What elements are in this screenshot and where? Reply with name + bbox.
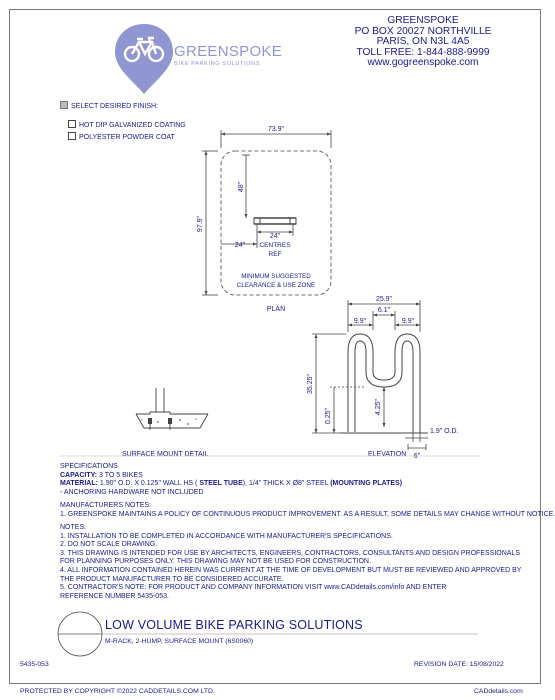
- elevation-right-width: 9.9": [401, 318, 415, 325]
- company-phone: TOLL FREE: 1-844-888-9999: [356, 46, 490, 58]
- reference-number: 5435-053: [20, 661, 49, 668]
- note-item: REFERENCE NUMBER 5435-053.: [60, 592, 169, 600]
- finish-heading: SELECT DESIRED FINISH:: [71, 103, 159, 110]
- spec-material-plates: (MOUNTING PLATES): [330, 480, 403, 488]
- company-website[interactable]: www.gogreenspoke.com: [367, 57, 479, 69]
- note-item: 4. ALL INFORMATION CONTAINED HEREIN WAS CURRENT AT THE TIME OF DEVELOPMENT BUT MUST BE REVIEWED AND APPROVED BY: [60, 566, 522, 574]
- drawing-title: LOW VOLUME BIKE PARKING SOLUTIONS: [105, 618, 363, 632]
- manufacturer-notes-heading: MANUFACTURERS NOTES:: [60, 502, 152, 509]
- plan-offset-dim: 48": [238, 181, 245, 193]
- spec-material: [60, 480, 402, 489]
- drawing-subtitle: M-RACK, 2-HUMP, SURFACE MOUNT (6S0060): [105, 638, 254, 645]
- elevation-mid-gap: 6.1": [377, 307, 391, 314]
- spec-heading: SPECIFICATIONS: [60, 463, 118, 470]
- plan-zone-line1: MINIMUM SUGGESTED: [241, 273, 311, 280]
- manufacturer-note-item: 1. GREENSPOKE MAINTAINS A POLICY OF CONTINUOUS PRODUCT IMPROVEMENT. AS A RESULT, SOME DETAILS MAY CHANGE WITHOUT NOTICE.: [60, 510, 555, 518]
- copyright-notice: PROTECTED BY COPYRIGHT ©2022 CADDETAILS.COM LTD.: [20, 688, 215, 695]
- company-address-line1: PO BOX 20027 NORTHVILLE: [354, 25, 492, 37]
- company-info: [330, 16, 516, 69]
- spec-material-value1: 1.90" O.D. X 0.125" WALL HS (: [97, 480, 198, 488]
- elevation-label: ELEVATION: [368, 451, 407, 458]
- finish-heading-checkbox: [60, 101, 68, 109]
- section-divider: [60, 454, 480, 458]
- elevation-height: 35.25": [307, 373, 314, 395]
- note-item: 1. INSTALLATION TO BE COMPLETED IN ACCORDANCE WITH MANUFACTURER'S SPECIFICATIONS.: [60, 532, 393, 540]
- note-item: 3. THIS DRAWING IS INTENDED FOR USE BY ARCHITECTS, ENGINEERS, CONTRACTORS, CONSULTANTS AND DESIGN PROFESSIONALS: [60, 549, 520, 557]
- elevation-view: [290, 292, 459, 462]
- plan-height-dim: 97.9": [197, 215, 204, 233]
- notes-heading: NOTES:: [60, 524, 87, 531]
- spec-capacity-key: CAPACITY:: [60, 471, 98, 479]
- finish-option-2-checkbox[interactable]: [68, 132, 76, 140]
- company-address-line2: PARIS, ON N3L 4A5: [376, 36, 470, 48]
- spec-material-value2: ), 1/4" THICK X Ø8" STEEL: [242, 480, 331, 488]
- note-item: 2. DO NOT SCALE DRAWING.: [60, 541, 158, 549]
- elevation-left-width: 9.9": [353, 318, 367, 325]
- notes-block: [60, 524, 521, 601]
- manufacturer-notes-block: [60, 502, 555, 519]
- spec-material-tube: STEEL TUBE: [197, 480, 243, 488]
- surface-mount-detail: [128, 384, 218, 444]
- finish-option-1-label: HOT DIP GALVANIZED COATING: [79, 122, 186, 129]
- spec-capacity-value: 3 TO 5 BIKES: [97, 471, 143, 479]
- elevation-inner-height: 4.25": [375, 398, 382, 416]
- note-item: THE PRODUCT MANUFACTURER TO BE CONSIDERED ACCURATE.: [60, 575, 284, 583]
- elevation-base: 6": [413, 453, 421, 460]
- plan-zone-line2: CLEARANCE & USE ZONE: [236, 282, 316, 289]
- plan-centres-dim: 24": [269, 233, 281, 240]
- finish-option-2-label: POLYESTER POWDER COAT: [79, 134, 175, 141]
- note-item: FOR PLANNING PURPOSES ONLY. THIS DRAWING MAY NOT BE USED FOR CONSTRUCTION.: [60, 558, 371, 566]
- finish-option-2[interactable]: [68, 132, 175, 143]
- spec-material-key: MATERIAL:: [60, 480, 98, 488]
- plan-view: [190, 120, 340, 320]
- company-name: GREENSPOKE: [387, 15, 459, 26]
- elevation-embed: 0.25": [325, 407, 332, 425]
- revision-date: REVISION DATE: 15/08/2022: [414, 661, 504, 668]
- plan-view-label: PLAN: [266, 306, 286, 313]
- logo-wordmark: GREENSPOKE: [174, 43, 283, 60]
- elevation-tube-od: 1.9" O.D.: [430, 428, 459, 435]
- plan-width-dim: 73.9": [267, 126, 285, 133]
- caddetails-link[interactable]: CADdetails.com: [474, 688, 523, 695]
- plan-centres-label: CENTRES: [259, 242, 291, 249]
- spec-capacity: [60, 472, 402, 481]
- surface-mount-label: SURFACE MOUNT DETAIL: [122, 451, 209, 458]
- bicycle-location-pin-icon: [112, 22, 176, 96]
- finish-option-1-checkbox[interactable]: [68, 120, 76, 128]
- elevation-overall-width: 25.9": [375, 296, 393, 303]
- note-item: 5. CONTRACTOR'S NOTE: FOR PRODUCT AND COMPANY INFORMATION VISIT www.CADdetails.com/info AND ENTER: [60, 584, 447, 592]
- specifications-block: [60, 463, 402, 497]
- finish-option-1[interactable]: [68, 120, 186, 131]
- plan-ref-label: REF: [268, 251, 282, 258]
- spec-anchoring: - ANCHORING HARDWARE NOT INCLUDED: [60, 488, 204, 496]
- plan-side-dim: 24": [234, 242, 246, 249]
- logo-tagline: BIKE PARKING SOLUTIONS: [174, 61, 261, 67]
- finish-heading-row: [60, 101, 158, 112]
